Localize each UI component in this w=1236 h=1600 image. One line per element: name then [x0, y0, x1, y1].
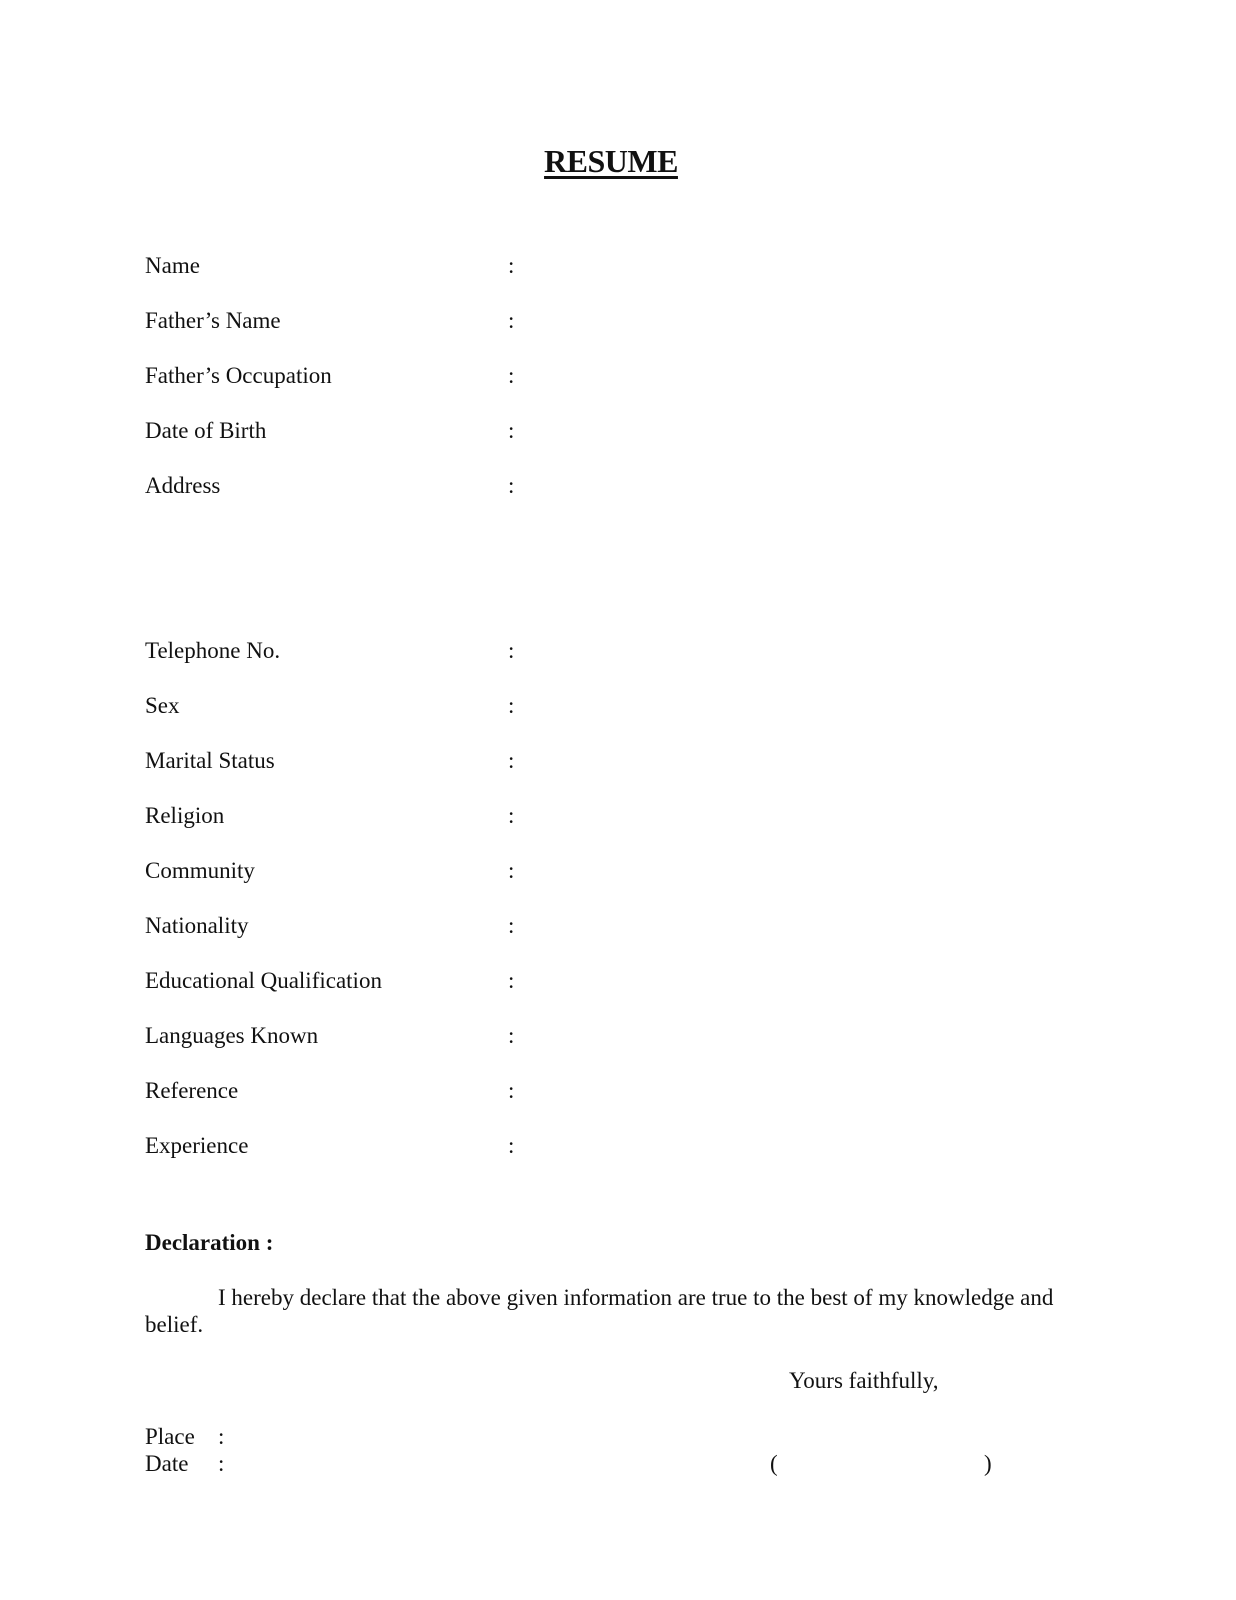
- field-label: Reference: [145, 1078, 239, 1103]
- field-colon: :: [508, 968, 515, 993]
- field-colon: :: [508, 913, 515, 938]
- field-colon: :: [508, 1133, 515, 1158]
- field-label: Religion: [145, 803, 225, 828]
- signature-paren-open: (: [770, 1451, 778, 1476]
- field-label: Address: [145, 473, 221, 498]
- field-colon: :: [508, 473, 515, 498]
- date-colon: :: [218, 1451, 225, 1476]
- declaration-heading: Declaration :: [145, 1230, 274, 1255]
- field-colon: :: [508, 748, 515, 773]
- declaration-text: I hereby declare that the above given information are true to the best of my knowledge and belief.: [145, 1285, 1054, 1337]
- field-label: Sex: [145, 693, 180, 718]
- field-label: Community: [145, 858, 255, 883]
- field-colon: :: [508, 638, 515, 663]
- place-colon: :: [218, 1424, 225, 1449]
- field-colon: :: [508, 308, 515, 333]
- field-label: Father’s Occupation: [145, 363, 332, 388]
- field-label: Marital Status: [145, 748, 275, 773]
- field-label: Experience: [145, 1133, 249, 1158]
- field-colon: :: [508, 253, 515, 278]
- field-colon: :: [508, 858, 515, 883]
- place-label: Place: [145, 1424, 195, 1449]
- field-label: Father’s Name: [145, 308, 281, 333]
- field-label: Languages Known: [145, 1023, 319, 1048]
- field-label: Educational Qualification: [145, 968, 382, 993]
- field-colon: :: [508, 363, 515, 388]
- field-label: Date of Birth: [145, 418, 267, 443]
- field-colon: :: [508, 1023, 515, 1048]
- field-colon: :: [508, 418, 515, 443]
- field-colon: :: [508, 1078, 515, 1103]
- field-label: Nationality: [145, 913, 249, 938]
- signature-paren-close: ): [984, 1451, 992, 1476]
- field-label: Name: [145, 253, 200, 278]
- page-title: RESUME: [544, 143, 678, 179]
- sign-off: Yours faithfully,: [789, 1368, 939, 1393]
- field-colon: :: [508, 693, 515, 718]
- field-label: Telephone No.: [145, 638, 281, 663]
- date-label: Date: [145, 1451, 189, 1476]
- field-colon: :: [508, 803, 515, 828]
